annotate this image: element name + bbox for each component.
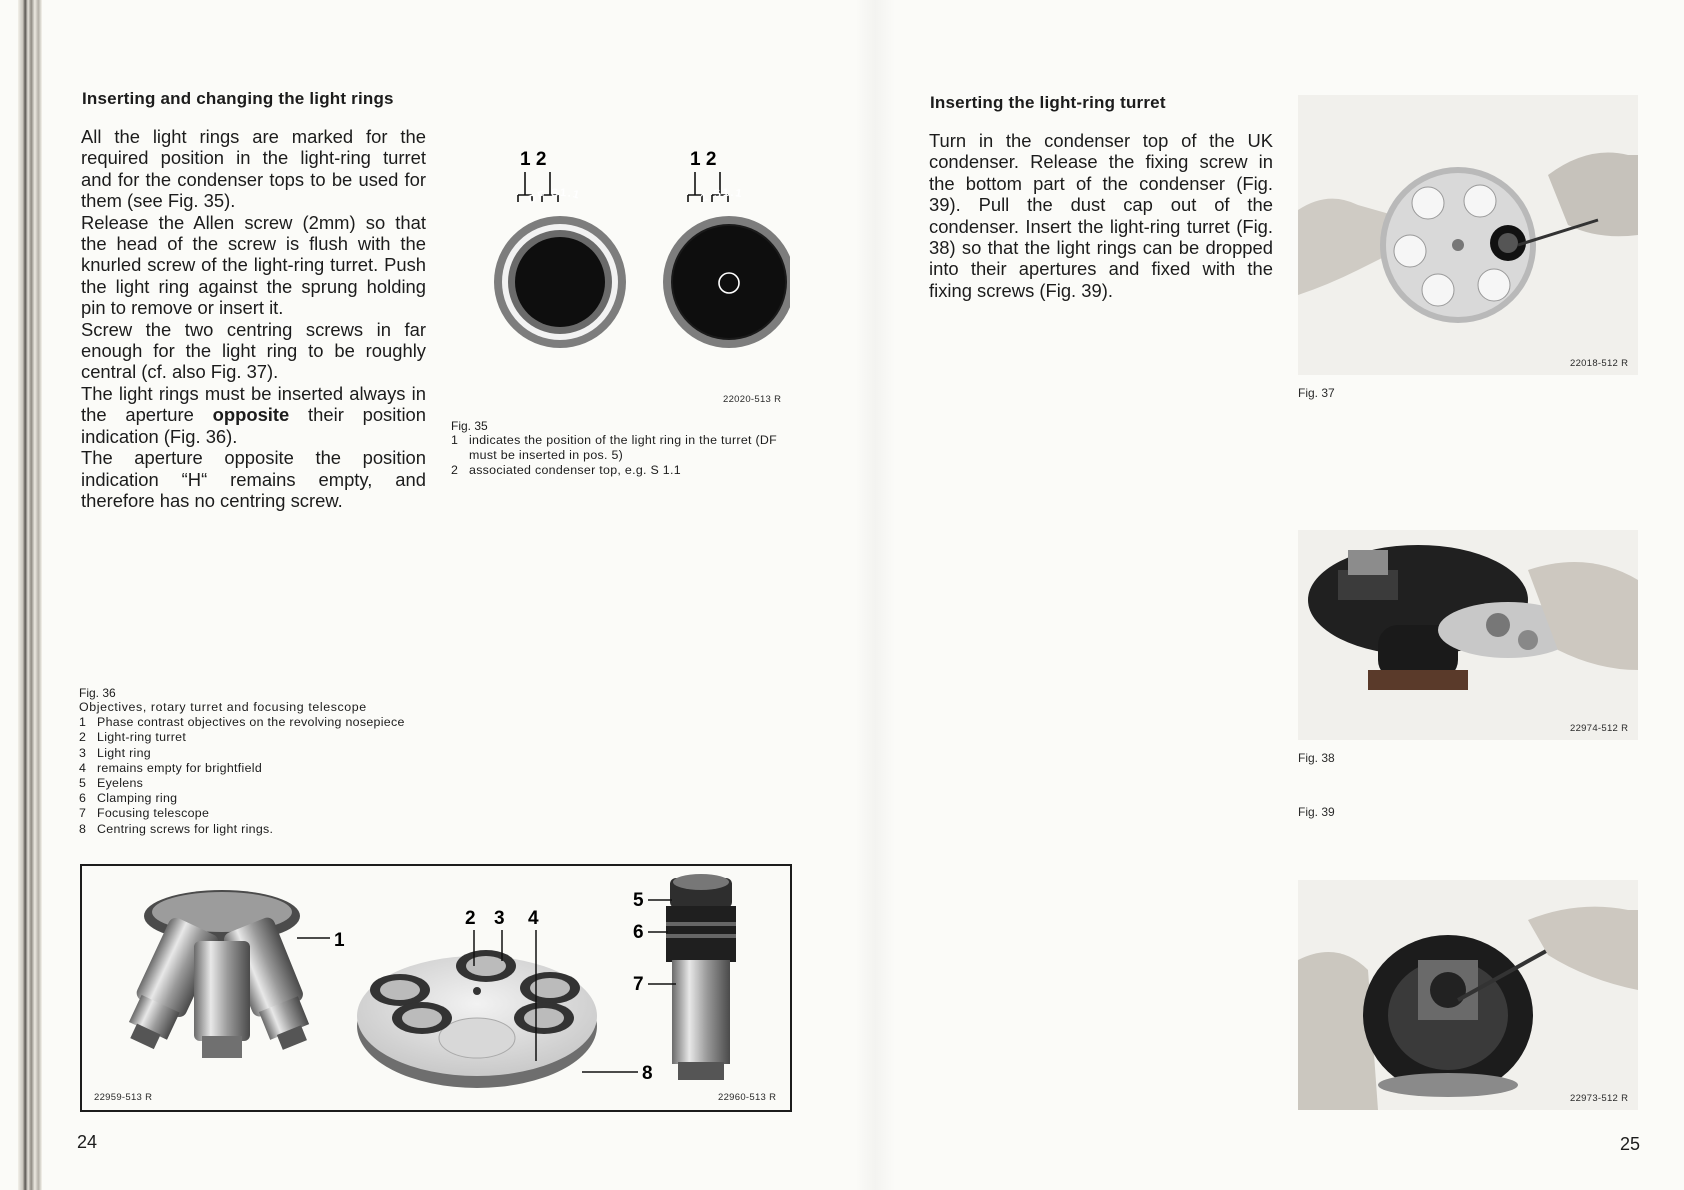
page-number-left: 24 [77,1132,98,1152]
paragraph-opposite: The light rings must be inserted always in the aperture opposite their position indication (Fig. 36). [81,382,426,447]
fig36-caption-item: 3 Light ring [79,745,151,760]
nosepiece-objectives [118,890,320,1058]
fig36-caption-item: 1 Phase contrast objectives on the revolving nosepiece [79,715,405,730]
fig39-photo [1298,880,1638,1110]
fig36-callout-6: 6 [633,922,644,943]
left-body-text [81,126,426,511]
fig36-callout-4: 4 [528,908,539,929]
fig36-caption-item: 2 Light-ring turret [79,730,187,745]
fig36-callout-8: 8 [642,1063,653,1084]
page-number-right: 25 [1620,1134,1641,1154]
fig38-label: Fig. 38 [1298,751,1335,765]
light-ring-turret [357,950,597,1088]
fig36-callout-1: 1 [334,930,345,951]
fig36-caption-item: 8 Centring screws for light rings. [79,821,274,836]
fig36-caption [79,686,424,837]
fig36-caption-subtitle: Objectives, rotary turret and focusing telescope [79,700,367,714]
fig39-label: Fig. 39 [1298,805,1335,819]
fig37-label: Fig. 37 [1298,386,1335,400]
book-binding [18,0,42,1190]
fig36-caption-item: 5 Eyelens [79,776,144,791]
fig37-photo [1298,95,1638,375]
fig35-callout-left: 1 2 [520,149,547,170]
ring-label-s11: 1 S1.1 [699,186,744,205]
fig35-caption-item: 1 indicates the position of the light ring in the turret (DF must be inserted in pos. 5) [451,433,778,463]
fig35-code: 22020-513 R [723,394,782,405]
fig35-caption-title: Fig. 35 [451,419,488,433]
fig36-illustration [82,866,790,1110]
fig36-caption-item: 7 Focusing telescope [79,806,210,821]
paragraph-insert-turret: Turn in the condenser top of the UK condenser. Release the fixing screw in the bottom part of the condenser (Fig. 39). Pull the dust cap out of the condenser. Insert the light-ring turret (Fig. 38) so that the light rings can be dropped into their apertures and fixed with the fixing screws (Fig. 39). [929,130,1273,301]
fig36-callout-5: 5 [633,890,644,911]
ring-label-df: DF S1.1 [526,186,582,207]
fig35-callout-right: 1 2 [690,149,717,170]
fig35-caption [451,419,801,479]
fig36-callout-3: 3 [494,908,505,929]
page-gutter [855,0,895,1190]
fig38-code: 22974-512 R [1570,723,1629,734]
left-heading: Inserting and changing the light rings [82,89,394,108]
fig36-code-right: 22960-513 R [718,1092,777,1103]
right-heading: Inserting the light-ring turret [930,93,1166,112]
fig39-code: 22973-512 R [1570,1093,1629,1104]
fig36-caption-item: 4 remains empty for brightfield [79,760,263,775]
right-body-text [929,130,1273,301]
fig36-caption-item: 6 Clamping ring [79,791,178,806]
fig35-diagram [470,140,790,380]
fig36-callout-7: 7 [633,974,644,995]
paragraph-allen-screw: Release the Allen screw (2mm) so that the head of the screw is flush with the knurled screw of the light-ring turret. Push the light ring against the sprung holding pin to remove or insert it. [81,211,426,319]
paragraph-markings: All the light rings are marked for the required position in the light-ring turret and for the condenser tops to be used for them (see Fig. 35). [81,126,426,212]
fig36-caption-title: Fig. 36 [79,686,116,700]
paragraph-centring-screws: Screw the two centring screws in far enough for the light ring to be roughly central (cf. also Fig. 37). [81,318,426,383]
fig36-photo-frame [80,864,792,1112]
fig35-caption-item: 2 associated condenser top, e.g. S 1.1 [451,463,681,478]
fig37-code: 22018-512 R [1570,358,1629,369]
paragraph-aperture-h: The aperture opposite the position indication “H“ remains empty, and therefore has no centring screw. [81,447,426,511]
fig38-photo [1298,530,1638,740]
focusing-telescope [666,874,736,1080]
fig36-callout-2: 2 [465,908,476,929]
fig36-code-left: 22959-513 R [94,1092,153,1103]
